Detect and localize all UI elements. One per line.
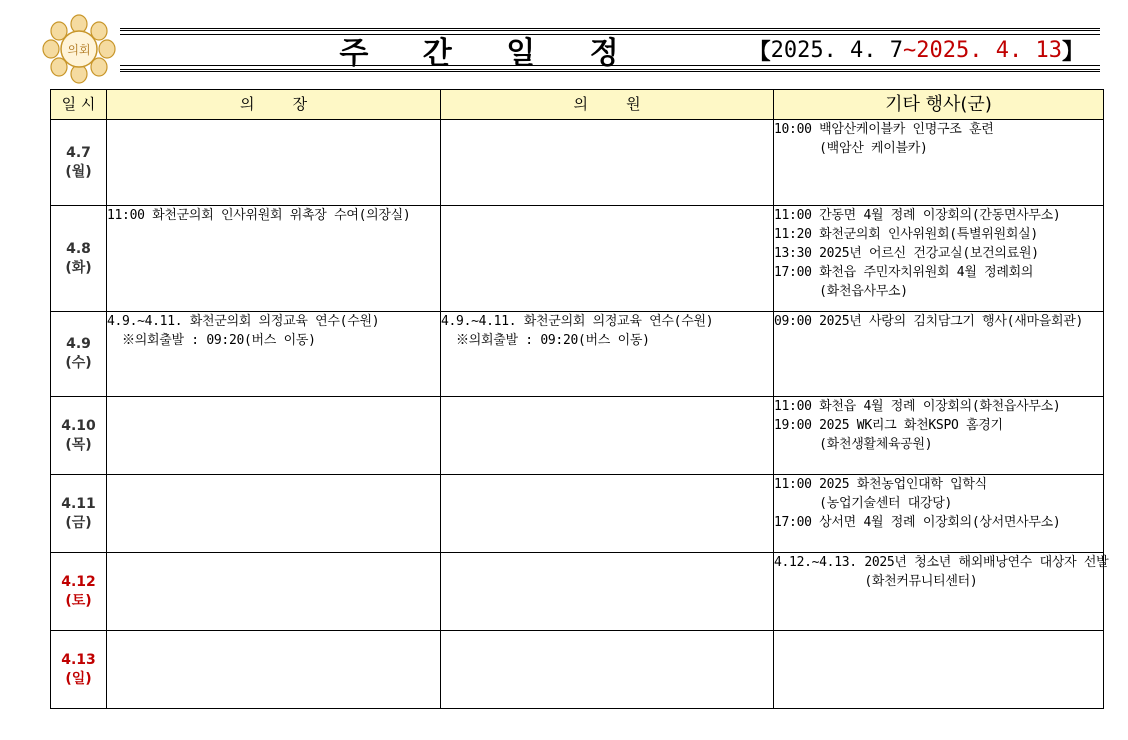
schedule-entry: 11:00 화천군의회 인사위원회 위촉장 수여(의장실) (107, 208, 411, 223)
range-separator: ~ (903, 37, 917, 63)
members-schedule-cell (441, 120, 774, 206)
members-schedule-cell (441, 475, 774, 553)
weekday-label: (일) (65, 670, 92, 687)
day-cell (51, 475, 107, 553)
schedule-entry: 17:00 화천읍 주민자치위원회 4월 정례회의 (774, 265, 1034, 280)
schedule-entry: 10:00 백암산케이블카 인명구조 훈련 (774, 122, 994, 137)
schedule-entry: 09:00 2025년 사랑의 김치담그기 행사(새마을회관) (774, 314, 1084, 329)
members-schedule-cell (441, 631, 774, 709)
other-schedule-cell (774, 120, 1104, 206)
schedule-entry: (화천커뮤니티센터) (774, 574, 978, 589)
schedule-entry: 4.9.~4.11. 화천군의회 의정교육 연수(수원) (441, 314, 714, 329)
chair-schedule-cell (107, 397, 441, 475)
title-bar (120, 28, 1100, 72)
col-header-other: 기타 행사(군) (774, 90, 1104, 120)
date-label: 4.13 (61, 651, 96, 668)
other-schedule-cell (774, 475, 1104, 553)
schedule-entry: 19:00 2025 WK리그 화천KSPO 홈경기 (774, 418, 1003, 433)
table-row (51, 397, 1104, 475)
date-label: 4.12 (61, 573, 96, 590)
range-close: 】 (1061, 39, 1084, 65)
schedule-entry: 4.12.~4.13. 2025년 청소년 해외배낭연수 대상자 선발 (774, 555, 1109, 570)
other-schedule-cell (774, 206, 1104, 312)
chair-schedule-cell (107, 475, 441, 553)
table-row (51, 120, 1104, 206)
weekday-label: (목) (65, 436, 92, 453)
members-schedule-cell (441, 312, 774, 397)
weekly-schedule-table (50, 89, 1109, 709)
date-label: 4.11 (61, 495, 96, 512)
day-cell (51, 206, 107, 312)
other-schedule-cell (774, 397, 1104, 475)
col-header-chair: 의 장 (107, 90, 441, 120)
members-schedule-cell (441, 397, 774, 475)
schedule-entry: (화천읍사무소) (774, 284, 908, 299)
table-row (51, 631, 1104, 709)
day-cell (51, 553, 107, 631)
day-cell (51, 631, 107, 709)
day-cell (51, 120, 107, 206)
weekday-label: (화) (65, 259, 92, 276)
date-range (749, 31, 1084, 69)
chair-schedule-cell (107, 120, 441, 206)
other-schedule-cell (774, 631, 1104, 709)
table-row (51, 475, 1104, 553)
emblem-text: 의회 (67, 43, 91, 57)
schedule-entry: 11:00 화천읍 4월 정례 이장회의(화천읍사무소) (774, 399, 1061, 414)
schedule-entry: 11:20 화천군의회 인사위원회(특별위원회실) (774, 227, 1038, 242)
chair-schedule-cell (107, 206, 441, 312)
date-label: 4.10 (61, 417, 96, 434)
chair-schedule-cell (107, 553, 441, 631)
col-header-day: 일 시 (51, 90, 107, 120)
day-cell (51, 312, 107, 397)
range-open: 【 (748, 39, 771, 65)
page-title: 주 간 일 정 (339, 36, 641, 71)
table-row (51, 206, 1104, 312)
weekday-label: (토) (65, 592, 92, 609)
weekday-label: (금) (65, 514, 92, 531)
table-row (51, 553, 1104, 631)
date-label: 4.7 (66, 144, 91, 161)
council-emblem-icon (42, 14, 116, 84)
other-schedule-cell (774, 312, 1104, 397)
table-header-row (51, 90, 1104, 120)
schedule-entry: (백암산 케이블카) (774, 141, 928, 156)
date-label: 4.9 (66, 336, 91, 352)
schedule-entry: ※의회출발 : 09:20(버스 이동) (441, 333, 650, 348)
weekday-label: (월) (65, 163, 92, 180)
members-schedule-cell (441, 206, 774, 312)
schedule-entry: 11:00 간동면 4월 정례 이장회의(간동면사무소) (774, 208, 1061, 223)
chair-schedule-cell (107, 631, 441, 709)
table-row (51, 312, 1104, 397)
range-start: 2025. 4. 7 (770, 37, 904, 63)
weekday-label: (수) (65, 355, 92, 371)
date-label: 4.8 (66, 240, 91, 257)
other-schedule-cell (774, 553, 1109, 631)
col-header-members: 의 원 (441, 90, 774, 120)
members-schedule-cell (441, 553, 774, 631)
schedule-entry: (농업기술센터 대강당) (774, 496, 953, 511)
schedule-entry: 11:00 2025 화천농업인대학 입학식 (774, 477, 987, 492)
chair-schedule-cell (107, 312, 441, 397)
schedule-entry: (화천생활체육공원) (774, 437, 933, 452)
schedule-entry: ※의회출발 : 09:20(버스 이동) (107, 333, 316, 348)
day-cell (51, 397, 107, 475)
schedule-entry: 4.9.~4.11. 화천군의회 의정교육 연수(수원) (107, 314, 380, 329)
schedule-entry: 17:00 상서면 4월 정례 이장회의(상서면사무소) (774, 515, 1061, 530)
schedule-entry: 13:30 2025년 어르신 건강교실(보건의료원) (774, 246, 1039, 261)
range-end: 2025. 4. 13 (916, 37, 1062, 63)
